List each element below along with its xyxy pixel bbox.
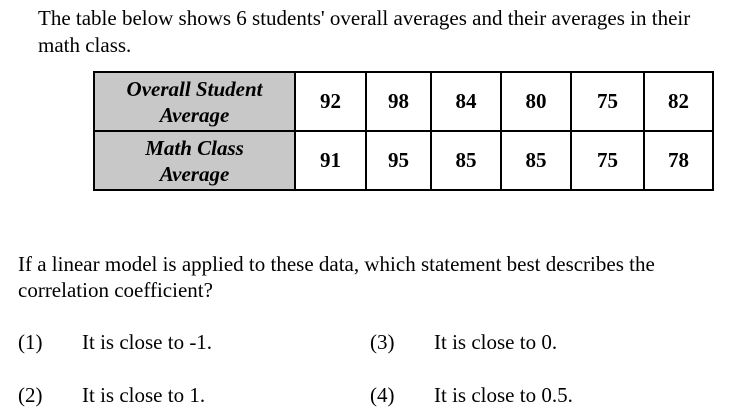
row-header-math: [94, 131, 295, 190]
choice-number: (4): [370, 383, 395, 407]
choice-number: (1): [18, 330, 43, 354]
table-cell: 80: [501, 72, 571, 131]
choice-text: It is close to 0.5.: [434, 383, 573, 407]
table-cell: 85: [501, 131, 571, 190]
choice-number: (3): [370, 330, 395, 354]
table-cell: 78: [644, 131, 713, 190]
table-cell: 91: [295, 131, 366, 190]
row-header-line2: Average: [159, 102, 230, 127]
row-header-line2: Average: [159, 161, 230, 186]
row-header-overall: [94, 72, 295, 131]
data-table: [93, 71, 714, 191]
table-cell: 82: [644, 72, 713, 131]
intro-text: The table below shows 6 students' overall averages and their averages in their math class.: [38, 6, 691, 57]
question-text: If a linear model is applied to these data, which statement best describes the correlation coefficient?: [18, 252, 655, 302]
table-cell: 75: [571, 131, 644, 190]
table-cell: 98: [366, 72, 431, 131]
table-cell: 75: [571, 72, 644, 131]
choice-text: It is close to -1.: [82, 330, 213, 354]
table-cell: 95: [366, 131, 431, 190]
table-row-overall: [94, 72, 713, 131]
choice-number: (2): [18, 383, 43, 407]
table-cell: 85: [431, 131, 501, 190]
choice-text: It is close to 0.: [434, 330, 558, 354]
row-header-line1: Overall Student: [126, 76, 263, 101]
table-cell: 84: [431, 72, 501, 131]
row-header-line1: Math Class: [145, 135, 244, 160]
choice-text: It is close to 1.: [82, 383, 206, 407]
table-row-math: [94, 131, 713, 190]
table-cell: 92: [295, 72, 366, 131]
